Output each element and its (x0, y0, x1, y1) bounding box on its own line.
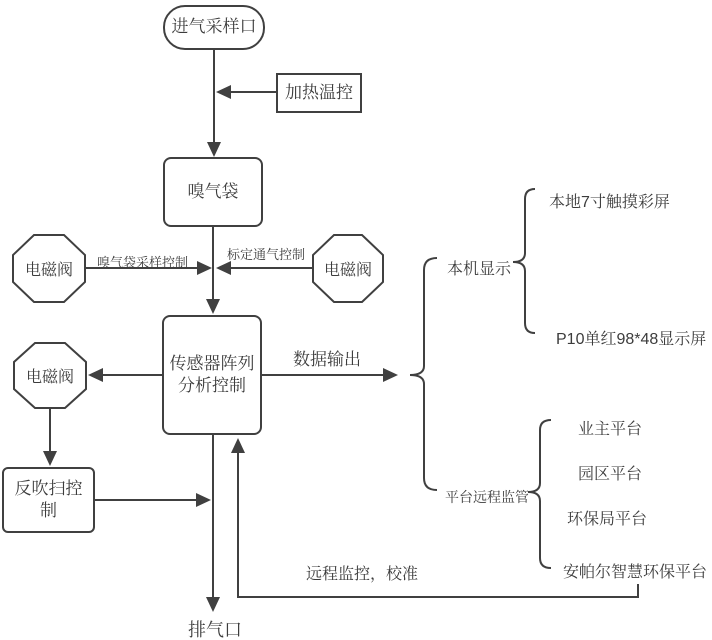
list-item-platform-3: 安帕尔智慧环保平台 (563, 564, 708, 581)
arrowhead-valve-to-backflush (43, 451, 57, 466)
node-sensor-array-label (170, 353, 255, 397)
list-item-local-display-1: P10单红98*48显示屏 (556, 331, 707, 348)
edge-label-data-output: 数据输出 (293, 350, 361, 369)
group-label-local-display: 本机显示 (447, 261, 512, 278)
node-sensor-array (162, 315, 262, 435)
node-valve-backflush-label: 电磁阀 (25, 369, 74, 386)
brace-platform (528, 420, 551, 568)
node-heater-label: 加热温控 (285, 82, 353, 102)
edge-label-remote-monitor: 远程监控，校准 (306, 566, 419, 583)
group-label-platform-remote: 平台远程监管 (445, 489, 529, 505)
arrowhead-sensor-to-valve (88, 368, 103, 382)
edge-label-bag-sampling-control: 嗅气袋采样控制 (97, 255, 189, 270)
list-item-platform-2: 环保局平台 (567, 511, 648, 528)
arrowhead-feedback-up (231, 438, 245, 453)
arrowhead-backflush (196, 493, 211, 507)
node-gas-bag (163, 157, 263, 227)
node-inlet (163, 5, 265, 50)
arrowhead-heater (216, 85, 231, 99)
arrowhead-valveright (216, 261, 231, 275)
node-inlet-label: 进气采样口 (171, 17, 257, 37)
list-item-platform-0: 业主平台 (578, 421, 643, 438)
arrowhead-into-gasbag (207, 142, 221, 157)
node-heater (276, 73, 362, 113)
sensor-array-line1: 传感器阵列 (169, 353, 255, 373)
arrowhead-valveleft (197, 261, 212, 275)
list-item-local-display-0: 本地7寸触摸彩屏 (549, 194, 670, 211)
node-backflush-label: 反吹扫控制 (14, 478, 83, 520)
brace-local-display (513, 189, 535, 333)
node-backflush-control (2, 467, 95, 533)
node-gas-bag-label: 嗅气袋 (187, 181, 239, 201)
node-valve-bag-sampling-label: 电磁阀 (24, 262, 73, 279)
arrowhead-data-output (383, 368, 398, 382)
edge-label-calibration-vent-control: 标定通气控制 (227, 247, 306, 262)
node-valve-calibration-label: 电磁阀 (323, 262, 372, 279)
arrowhead-exhaust (206, 597, 220, 612)
node-exhaust-outlet-label: 排气口 (188, 620, 242, 640)
brace-outputs (410, 258, 437, 490)
arrowhead-into-sensor (206, 299, 220, 314)
list-item-platform-1: 园区平台 (578, 466, 643, 483)
sensor-array-line2: 分析控制 (178, 376, 246, 395)
